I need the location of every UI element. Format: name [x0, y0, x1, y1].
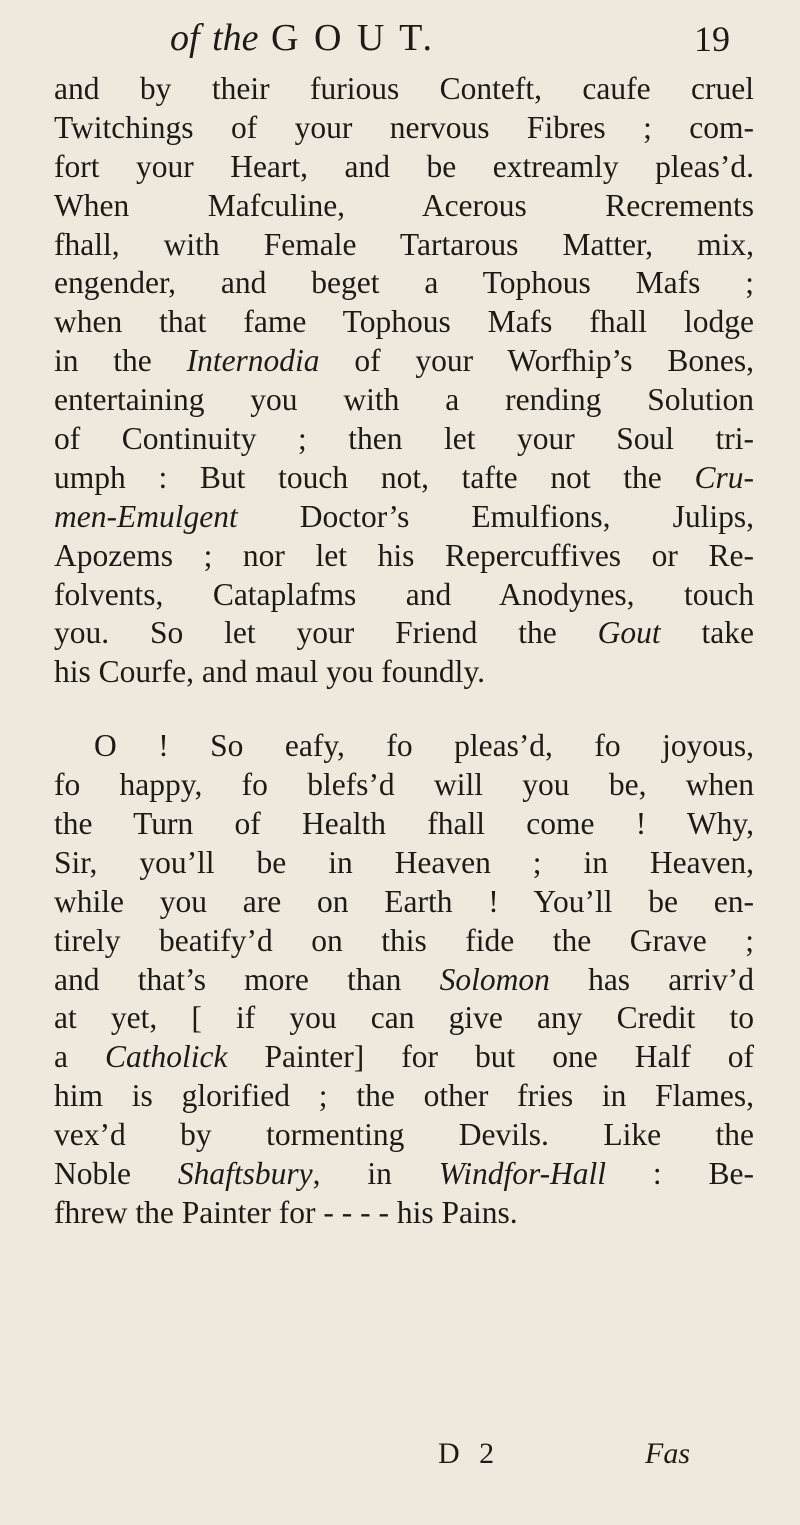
line-segment: a	[54, 1039, 106, 1075]
text-line: and by their furious Conteft, caufe cruel	[54, 71, 754, 106]
text-line: fort your Heart, and be extreamly pleas’d.	[54, 148, 754, 184]
text-line: O ! So eafy, fo pleas’d, fo joyous,	[94, 728, 754, 764]
text-line: fo happy, fo blefs’d will you be, when	[54, 767, 754, 803]
text-line	[54, 498, 754, 537]
text-line: when that fame Tophous Mafs fhall lodge	[54, 304, 754, 340]
line-segment: has arriv’d	[549, 961, 754, 997]
text-line: fhall, with Female Tartarous Matter, mix,	[54, 226, 754, 262]
paragraph-gap	[54, 692, 754, 727]
running-head-gout: G O U T.	[271, 17, 436, 59]
text-line	[54, 1038, 754, 1077]
italic-term: Internodia	[186, 343, 320, 379]
line-segment: in the	[54, 343, 187, 379]
text-line: folvents, Cataplafms and Anodynes, touch	[54, 576, 754, 612]
text-line	[54, 342, 754, 381]
text-line: his Courfe, and maul you foundly.	[54, 654, 486, 690]
text-line: Sir, you’ll be in Heaven ; in Heaven,	[54, 844, 754, 880]
line-segment: , in	[312, 1156, 439, 1192]
text-line: entertaining you with a rending Solution	[54, 382, 754, 418]
italic-term: Catholick	[105, 1039, 228, 1075]
text-line: him is glorified ; the other fries in Flames,	[54, 1078, 754, 1114]
text-line: Twitchings of your nervous Fibres ; com-	[54, 109, 754, 145]
text-line: the Turn of Health fhall come ! Why,	[54, 806, 754, 842]
line-segment: take	[660, 615, 755, 651]
text-line: vex’d by tormenting Devils. Like the	[54, 1117, 754, 1153]
text-line	[54, 459, 754, 498]
text-line: tirely beatify’d on this fide the Grave ;	[54, 922, 754, 958]
line-segment: Painter] for but one Half of	[227, 1039, 755, 1075]
text-line: at yet, [ if you can give any Credit to	[54, 1000, 754, 1036]
catchword: Fas	[645, 1437, 690, 1470]
running-head	[170, 16, 730, 66]
body-text	[54, 70, 754, 1233]
page-number: 19	[694, 19, 730, 59]
running-head-the: the	[212, 17, 259, 59]
paragraph-2	[54, 727, 754, 1233]
text-line: while you are on Earth ! You’ll be en-	[54, 883, 754, 919]
page-footer	[0, 1437, 800, 1477]
running-head-of: of	[170, 17, 200, 59]
line-segment: Doctor’s Emulfions, Julips,	[237, 498, 754, 534]
line-segment: : Be-	[606, 1156, 754, 1192]
italic-term: Solomon	[439, 961, 550, 997]
text-line: When Mafculine, Acerous Recrements	[54, 187, 754, 223]
line-segment: you. So let your Friend the	[54, 615, 598, 651]
text-line	[54, 614, 754, 653]
text-line	[54, 961, 754, 1000]
italic-term: Gout	[597, 615, 661, 651]
text-line: engender, and beget a Tophous Mafs ;	[54, 265, 754, 301]
line-segment: of your Worfhip’s Bones,	[319, 343, 754, 379]
text-line: of Continuity ; then let your Soul tri-	[54, 421, 754, 457]
text-line: Apozems ; nor let his Repercuffives or Re-	[54, 537, 754, 573]
italic-term: men-Emulgent	[54, 498, 238, 534]
paragraph-1	[54, 70, 754, 692]
text-line	[54, 1155, 754, 1194]
signature-mark: D 2	[438, 1437, 501, 1470]
line-segment: Noble	[54, 1156, 178, 1192]
italic-term: Shaftsbury	[177, 1156, 313, 1192]
italic-term: Cru-	[694, 459, 754, 495]
italic-term: Windfor-Hall	[438, 1156, 607, 1192]
running-head-title	[170, 16, 435, 60]
line-segment: and that’s more than	[54, 961, 440, 997]
line-segment: umph : But touch not, tafte not the	[54, 459, 695, 495]
text-line: fhrew the Painter for - - - - his Pains.	[54, 1194, 518, 1230]
